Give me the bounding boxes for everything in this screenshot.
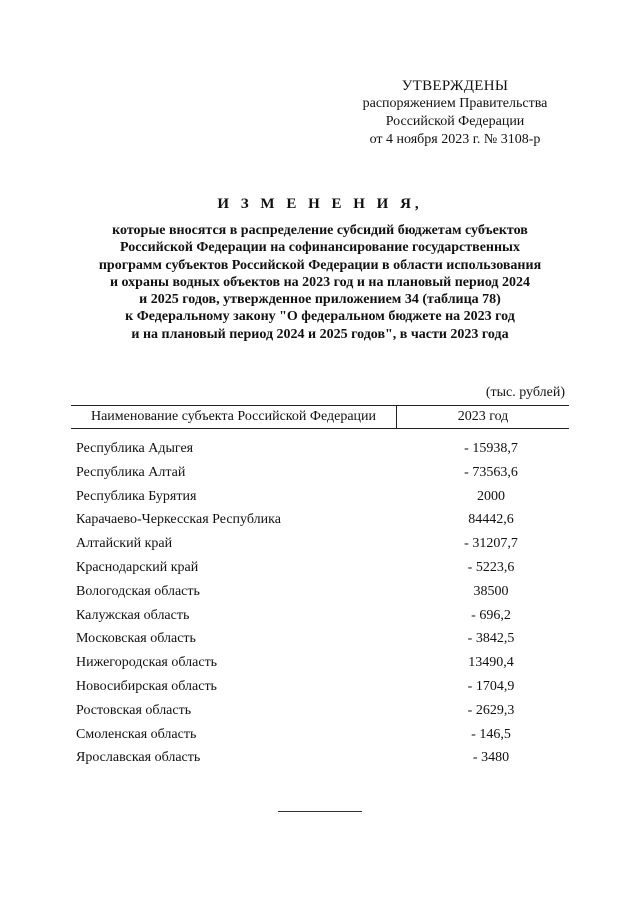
table-row: [76, 560, 570, 584]
region-name: Республика Бурятия: [76, 488, 197, 504]
subtitle-line: и охраны водных объектов на 2023 год и на плановый период 2024: [109, 274, 531, 290]
region-value: - 146,5: [471, 726, 511, 742]
end-separator-line: [278, 811, 362, 812]
region-value: - 31207,7: [464, 536, 518, 552]
region-name: Нижегородская область: [76, 655, 218, 671]
region-value: - 2629,3: [467, 702, 515, 718]
region-name: Краснодарский край: [76, 559, 199, 575]
region-value: - 3842,5: [467, 631, 515, 647]
unit-label: (тыс. рублей): [485, 385, 565, 400]
subtitle-line: Российской Федерации на софинансирование государственных: [119, 240, 520, 256]
table-body: [76, 441, 570, 774]
region-name: Карачаево-Черкесская Республика: [76, 512, 281, 528]
table-row: [76, 441, 570, 465]
document-subtitle: [60, 222, 580, 343]
table-row: [76, 489, 570, 513]
region-value: - 696,2: [471, 607, 511, 623]
table-row: [76, 584, 570, 608]
region-value: 84442,6: [468, 512, 514, 528]
column-header-year: 2023 год: [457, 409, 509, 424]
subtitle-line: и 2025 годов, утвержденное приложением 34 (таблица 78): [139, 292, 501, 308]
table-row: [76, 512, 570, 536]
approval-title: УТВЕРЖДЕНЫ: [401, 78, 509, 94]
region-value: 13490,4: [468, 655, 514, 671]
table-row: [76, 465, 570, 489]
subtitle-line: которые вносятся в распределение субсидий бюджетам субъектов: [112, 223, 528, 238]
subtitle-line: к Федеральному закону "О федеральном бюджете на 2023 год: [125, 309, 515, 325]
approval-line-2: Российской Федерации: [385, 114, 525, 129]
table-header: [71, 405, 569, 429]
region-value: - 1704,9: [467, 678, 515, 694]
region-value: - 3480: [472, 750, 510, 766]
table-row: [76, 655, 570, 679]
region-name: Республика Адыгея: [76, 441, 194, 456]
approval-block: [340, 78, 570, 149]
region-name: Ростовская область: [76, 702, 192, 718]
table-row: [76, 703, 570, 727]
table-row: [76, 631, 570, 655]
document-title: И З М Е Н Е Н И Я,: [217, 196, 423, 212]
table-row: [76, 536, 570, 560]
column-header-name: Наименование субъекта Российской Федерации: [71, 406, 397, 428]
table-row: [76, 750, 570, 774]
subtitle-line: и на плановый период 2024 и 2025 годов", в части 2023 года: [131, 326, 509, 342]
region-value: - 5223,6: [467, 559, 515, 575]
region-name: Вологодская область: [76, 583, 200, 599]
region-name: Новосибирская область: [76, 678, 217, 694]
region-name: Калужская область: [76, 607, 190, 623]
region-name: Ярославская область: [76, 750, 201, 766]
subtitle-line: программ субъектов Российской Федерации в области использования: [98, 257, 542, 273]
table-row: [76, 608, 570, 632]
approval-line-3: от 4 ноября 2023 г. № 3108-р: [369, 132, 541, 147]
region-name: Алтайский край: [76, 536, 173, 552]
region-name: Республика Алтай: [76, 464, 186, 480]
region-value: - 73563,6: [464, 464, 518, 480]
table-row: [76, 679, 570, 703]
region-name: Смоленская область: [76, 726, 197, 742]
region-value: 38500: [473, 583, 509, 599]
region-value: 2000: [477, 488, 505, 504]
region-name: Московская область: [76, 631, 196, 647]
table-row: [76, 727, 570, 751]
approval-line-1: распоряжением Правительства: [362, 96, 548, 111]
region-value: - 15938,7: [464, 441, 518, 456]
